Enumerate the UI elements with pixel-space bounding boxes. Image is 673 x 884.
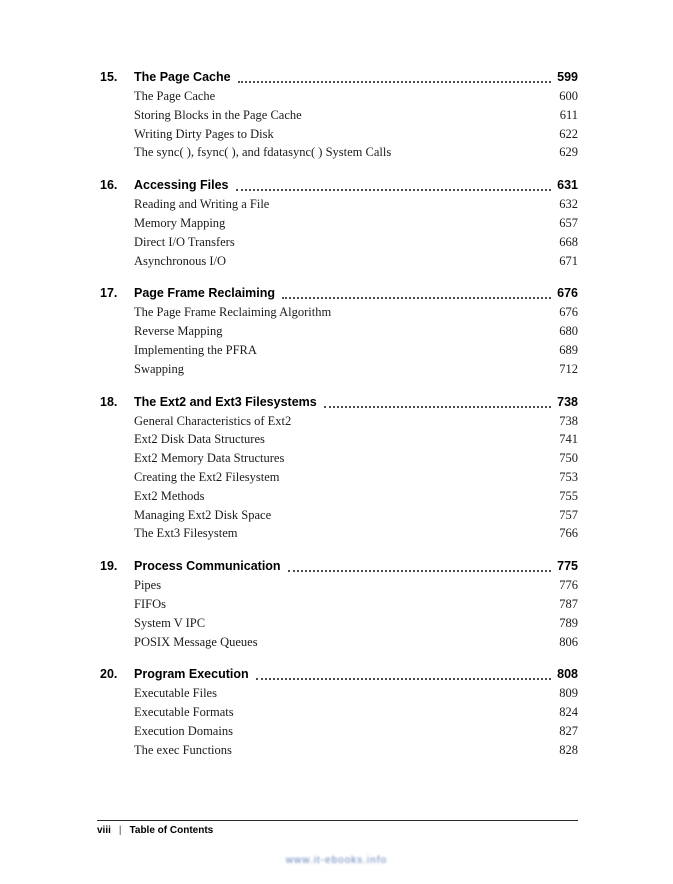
section-page-number: 757: [559, 507, 578, 522]
chapter-title: Page Frame Reclaiming: [134, 286, 276, 301]
toc-section-entry[interactable]: [100, 412, 578, 431]
section-page-number: 766: [559, 526, 578, 541]
toc-section-entry[interactable]: [100, 506, 578, 525]
section-title: The Page Cache: [134, 89, 216, 103]
toc-chapter-entry[interactable]: [100, 665, 578, 684]
chapter-page-number: 775: [557, 559, 578, 574]
section-page-number: 806: [559, 634, 578, 649]
toc-section-entry[interactable]: [100, 125, 578, 144]
toc-section-entry[interactable]: [100, 614, 578, 633]
toc-section-entry[interactable]: [100, 633, 578, 652]
section-page-number: 828: [559, 742, 578, 757]
chapter-number: 16.: [100, 178, 118, 193]
section-title: The Ext3 Filesystem: [134, 526, 238, 541]
section-title: The exec Functions: [134, 742, 232, 757]
toc-section-entry[interactable]: [100, 252, 578, 271]
footer-rule: [97, 820, 578, 821]
chapter-title: Accessing Files: [134, 178, 229, 193]
section-title: Ext2 Disk Data Structures: [134, 432, 265, 447]
section-page-number: 741: [559, 432, 578, 447]
section-title: Creating the Ext2 Filesystem: [134, 469, 280, 484]
toc-section-entry[interactable]: [100, 741, 578, 760]
section-title: Swapping: [134, 361, 184, 376]
section-title: Executable Files: [134, 686, 217, 701]
toc-section-entry[interactable]: [100, 322, 578, 341]
toc-section-entry[interactable]: [100, 595, 578, 614]
chapter-number: 15.: [100, 70, 118, 84]
chapter-page-number: 808: [557, 667, 578, 682]
toc-section-entry[interactable]: [100, 468, 578, 487]
section-title: System V IPC: [134, 615, 206, 630]
dot-leader: [236, 189, 552, 191]
dot-leader: [324, 406, 551, 408]
toc-section-entry[interactable]: [100, 214, 578, 233]
section-title: Asynchronous I/O: [134, 253, 227, 268]
toc-section-entry[interactable]: [100, 430, 578, 449]
section-title: The sync( ), fsync( ), and fdatasync( ) System Calls: [134, 145, 392, 160]
section-title: Storing Blocks in the Page Cache: [134, 107, 302, 122]
dot-leader: [282, 297, 551, 299]
section-page-number: 632: [559, 197, 578, 212]
section-page-number: 750: [559, 451, 578, 466]
section-page-number: 622: [559, 126, 578, 141]
section-title: Reading and Writing a File: [134, 197, 270, 212]
toc-section-entry[interactable]: [100, 195, 578, 214]
dot-leader: [238, 81, 552, 83]
toc-section-entry[interactable]: [100, 87, 578, 106]
toc-chapter-entry[interactable]: [100, 176, 578, 195]
toc-list: [100, 68, 578, 760]
section-page-number: 671: [559, 253, 578, 268]
toc-chapter-entry[interactable]: [100, 393, 578, 412]
toc-section-entry[interactable]: [100, 303, 578, 322]
section-page-number: 629: [559, 145, 578, 160]
chapter-title: Program Execution: [134, 667, 249, 682]
section-title: Managing Ext2 Disk Space: [134, 507, 272, 522]
section-title: Memory Mapping: [134, 215, 226, 230]
section-title: General Characteristics of Ext2: [134, 413, 292, 428]
section-page-number: 738: [559, 413, 578, 428]
section-title: Pipes: [134, 578, 162, 593]
folio-page-number: viii: [97, 825, 111, 836]
section-title: Ext2 Memory Data Structures: [134, 451, 285, 466]
section-page-number: 753: [559, 469, 578, 484]
toc-section-entry[interactable]: [100, 576, 578, 595]
section-page-number: 824: [559, 705, 578, 720]
chapter-page-number: 631: [557, 178, 578, 193]
chapter-page-number: 676: [557, 286, 578, 301]
chapter-number: 18.: [100, 394, 118, 409]
toc-chapter-entry[interactable]: [100, 557, 578, 576]
chapter-number: 20.: [100, 667, 118, 682]
toc-section-entry[interactable]: [100, 143, 578, 162]
section-page-number: 676: [559, 305, 578, 320]
chapter-number: 17.: [100, 286, 118, 301]
chapter-title: The Page Cache: [134, 70, 231, 84]
section-page-number: 787: [559, 596, 578, 611]
toc-section-entry[interactable]: [100, 684, 578, 703]
section-page-number: 689: [559, 342, 578, 357]
section-page-number: 712: [559, 361, 578, 376]
section-title: Execution Domains: [134, 723, 233, 738]
chapter-page-number: 738: [557, 394, 578, 409]
section-page-number: 789: [559, 615, 578, 630]
section-page-number: 680: [559, 324, 578, 339]
section-page-number: 809: [559, 686, 578, 701]
section-page-number: 755: [559, 488, 578, 503]
toc-section-entry[interactable]: [100, 449, 578, 468]
page-footer: [97, 820, 578, 836]
chapter-title: Process Communication: [134, 559, 281, 574]
section-title: Reverse Mapping: [134, 324, 223, 339]
section-page-number: 827: [559, 723, 578, 738]
chapter-number: 19.: [100, 559, 118, 574]
toc-section-entry[interactable]: [100, 524, 578, 543]
chapter-title: The Ext2 and Ext3 Filesystems: [134, 394, 317, 409]
toc-section-entry[interactable]: [100, 341, 578, 360]
toc-chapter-entry[interactable]: [100, 284, 578, 303]
section-page-number: 668: [559, 234, 578, 249]
section-title: Ext2 Methods: [134, 488, 205, 503]
toc-section-entry[interactable]: [100, 106, 578, 125]
toc-chapter-entry[interactable]: [100, 68, 578, 87]
footer-line: [97, 825, 578, 836]
section-title: Direct I/O Transfers: [134, 234, 235, 249]
toc-section-entry[interactable]: [100, 487, 578, 506]
watermark-link[interactable]: www.it-ebooks.info: [285, 855, 388, 866]
footer-section-title: Table of Contents: [129, 825, 214, 836]
chapter-page-number: 599: [557, 70, 578, 84]
toc-section-entry[interactable]: [100, 233, 578, 252]
toc-section-entry[interactable]: [100, 360, 578, 379]
toc-section-entry[interactable]: [100, 722, 578, 741]
section-title: Executable Formats: [134, 705, 234, 720]
section-title: FIFOs: [134, 596, 166, 611]
section-title: Writing Dirty Pages to Disk: [134, 126, 274, 141]
section-page-number: 611: [559, 107, 578, 122]
section-title: POSIX Message Queues: [134, 634, 258, 649]
section-page-number: 657: [559, 215, 578, 230]
dot-leader: [288, 570, 552, 572]
section-title: Implementing the PFRA: [134, 342, 257, 357]
section-page-number: 776: [559, 578, 578, 593]
toc-section-entry[interactable]: [100, 703, 578, 722]
section-title: The Page Frame Reclaiming Algorithm: [134, 305, 332, 320]
dot-leader: [256, 678, 552, 680]
section-page-number: 600: [559, 89, 578, 103]
footer-separator: |: [118, 825, 122, 836]
